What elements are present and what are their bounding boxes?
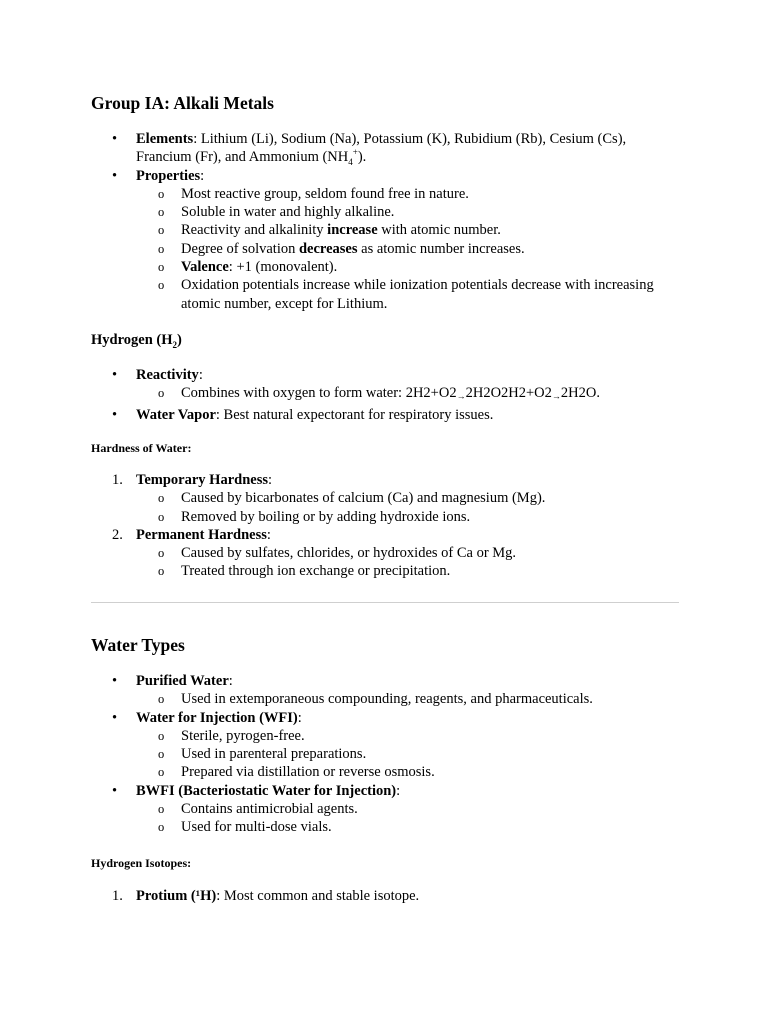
bullet-marker: •: [112, 131, 118, 147]
temporary-hardness-colon: :: [267, 472, 273, 488]
water-type-text: Used in extemporaneous compounding, reagents, and pharmaceuticals.: [181, 691, 593, 708]
list-item-purified-water: [91, 672, 681, 690]
bullet-marker: •: [112, 367, 118, 383]
alkali-list: [91, 130, 681, 313]
circle-marker: o: [158, 386, 165, 401]
number-marker: 1.: [112, 472, 123, 488]
water-type-detail: [91, 818, 681, 836]
list-item-protium: [91, 887, 681, 905]
water-type-text: Contains antimicrobial agents.: [181, 801, 358, 818]
property-item: [91, 240, 681, 258]
property-item: [91, 221, 681, 239]
reaction-arrow: →: [551, 391, 561, 402]
elements-superscript: +: [352, 147, 358, 158]
circle-marker: o: [158, 186, 165, 201]
hydrogen-title-subscript: 2: [172, 339, 177, 350]
list-item-permanent-hardness: [91, 526, 681, 544]
property-item: [91, 258, 681, 276]
property-emphasis: increase: [327, 222, 378, 239]
wfi-label: Water for Injection (WFI): [136, 709, 298, 726]
bullet-marker: •: [112, 167, 118, 184]
water-types-list: [91, 672, 681, 837]
hardness-list: [91, 471, 681, 581]
water-type-detail: [91, 745, 681, 763]
protium-text: : Most common and stable isotope.: [216, 888, 420, 904]
property-item: [91, 276, 681, 313]
reaction-arrow: →: [456, 391, 466, 402]
list-item-reactivity: [91, 366, 681, 384]
water-type-detail: [91, 727, 681, 745]
reactivity-colon: :: [198, 367, 203, 383]
list-item-temporary-hardness: [91, 471, 681, 489]
purified-water-label: Purified Water: [136, 673, 229, 689]
hardness-text: Caused by bicarbonates of calcium (Ca) and magnesium (Mg).: [181, 490, 546, 507]
bullet-marker: •: [112, 709, 118, 726]
water-vapor-label: Water Vapor: [136, 406, 216, 423]
hydrogen-title-end: ): [177, 332, 182, 348]
bwfi-colon: :: [396, 782, 401, 799]
list-item-wfi: [91, 709, 681, 727]
property-text: : +1 (monovalent).: [228, 259, 338, 276]
circle-marker: o: [158, 509, 165, 524]
reaction-text: Combines with oxygen to form water: 2H2+O2: [181, 385, 457, 402]
property-text: Most reactive group, seldom found free in nature.: [181, 185, 469, 202]
purified-water-colon: :: [228, 673, 233, 689]
water-type-text: Prepared via distillation or reverse osmosis.: [181, 764, 435, 781]
horizontal-divider: [91, 602, 679, 603]
properties-colon: :: [200, 167, 205, 184]
property-text: Soluble in water and highly alkaline.: [181, 204, 395, 221]
number-marker: 1.: [112, 888, 123, 904]
wfi-colon: :: [297, 709, 302, 726]
circle-marker: o: [158, 546, 165, 561]
hardness-text: Treated through ion exchange or precipitation.: [181, 563, 451, 580]
property-text: as atomic number increases.: [357, 240, 525, 257]
list-item-bwfi: [91, 782, 681, 800]
temporary-hardness-label: Temporary Hardness: [136, 472, 268, 488]
property-text: with atomic number.: [377, 222, 501, 239]
heading-alkali-metals: Group IA: Alkali Metals: [91, 93, 274, 113]
water-type-detail: [91, 763, 681, 781]
property-item: [91, 203, 681, 221]
circle-marker: o: [158, 765, 165, 780]
heading-water-types: Water Types: [91, 635, 185, 655]
circle-marker: o: [158, 802, 165, 817]
water-type-text: Sterile, pyrogen-free.: [181, 727, 305, 744]
bwfi-label: BWFI (Bacteriostatic Water for Injection): [136, 782, 397, 799]
elements-subscript: 4: [348, 157, 353, 168]
list-item-properties: [91, 167, 681, 185]
circle-marker: o: [158, 747, 165, 762]
reaction-item: [91, 384, 681, 405]
circle-marker: o: [158, 491, 165, 506]
circle-marker: o: [158, 278, 165, 293]
hydrogen-list: [91, 366, 681, 424]
property-text: Oxidation potentials increase while ionization potentials decrease with increasing atomic number, except for Lithium.: [181, 277, 654, 312]
protium-label: Protium (¹H): [136, 888, 217, 904]
list-item-elements: [91, 130, 681, 167]
elements-text: : Lithium (Li), Sodium (Na), Potassium (K), Rubidium (Rb), Cesium (Cs), Francium (Fr), and Ammonium (NH: [136, 131, 627, 166]
bullet-marker: •: [112, 406, 118, 423]
circle-marker: o: [158, 820, 165, 835]
reactivity-label: Reactivity: [136, 367, 199, 383]
heading-hardness-of-water: Hardness of Water:: [91, 441, 192, 455]
property-emphasis: Valence: [181, 259, 229, 276]
property-emphasis: decreases: [298, 240, 358, 257]
circle-marker: o: [158, 260, 165, 275]
property-text: Degree of solvation: [181, 240, 299, 257]
water-type-detail: [91, 690, 681, 708]
circle-marker: o: [158, 223, 165, 238]
circle-marker: o: [158, 692, 165, 707]
permanent-hardness-label: Permanent Hardness: [136, 526, 267, 543]
circle-marker: o: [158, 728, 165, 743]
isotopes-list: [91, 887, 681, 905]
heading-hydrogen-isotopes: Hydrogen Isotopes:: [91, 856, 192, 870]
reaction-text: 2H2O.: [560, 385, 600, 402]
property-item: [91, 185, 681, 203]
elements-end: ).: [357, 149, 367, 166]
circle-marker: o: [158, 564, 165, 579]
hardness-detail: [91, 544, 681, 562]
circle-marker: o: [158, 241, 165, 256]
property-text: Reactivity and alkalinity: [181, 222, 328, 239]
properties-label: Properties: [136, 167, 201, 184]
number-marker: 2.: [112, 526, 123, 543]
hardness-text: Caused by sulfates, chlorides, or hydroxides of Ca or Mg.: [181, 545, 517, 562]
elements-label: Elements: [136, 131, 194, 147]
bullet-marker: •: [112, 782, 118, 799]
list-item-water-vapor: [91, 406, 681, 424]
bullet-marker: •: [112, 673, 118, 689]
reaction-text: 2H2O2H2+O2: [465, 385, 552, 402]
water-type-detail: [91, 800, 681, 818]
hardness-text: Removed by boiling or by adding hydroxide ions.: [181, 508, 471, 525]
circle-marker: o: [158, 205, 165, 220]
hardness-detail: [91, 489, 681, 507]
hydrogen-title-text: Hydrogen (H: [91, 332, 173, 348]
hardness-detail: [91, 508, 681, 526]
water-type-text: Used for multi-dose vials.: [181, 819, 332, 836]
water-type-text: Used in parenteral preparations.: [181, 746, 367, 763]
hardness-detail: [91, 562, 681, 580]
water-vapor-text: : Best natural expectorant for respiratory issues.: [215, 406, 494, 423]
permanent-hardness-colon: :: [266, 526, 271, 543]
heading-hydrogen: [91, 331, 681, 349]
